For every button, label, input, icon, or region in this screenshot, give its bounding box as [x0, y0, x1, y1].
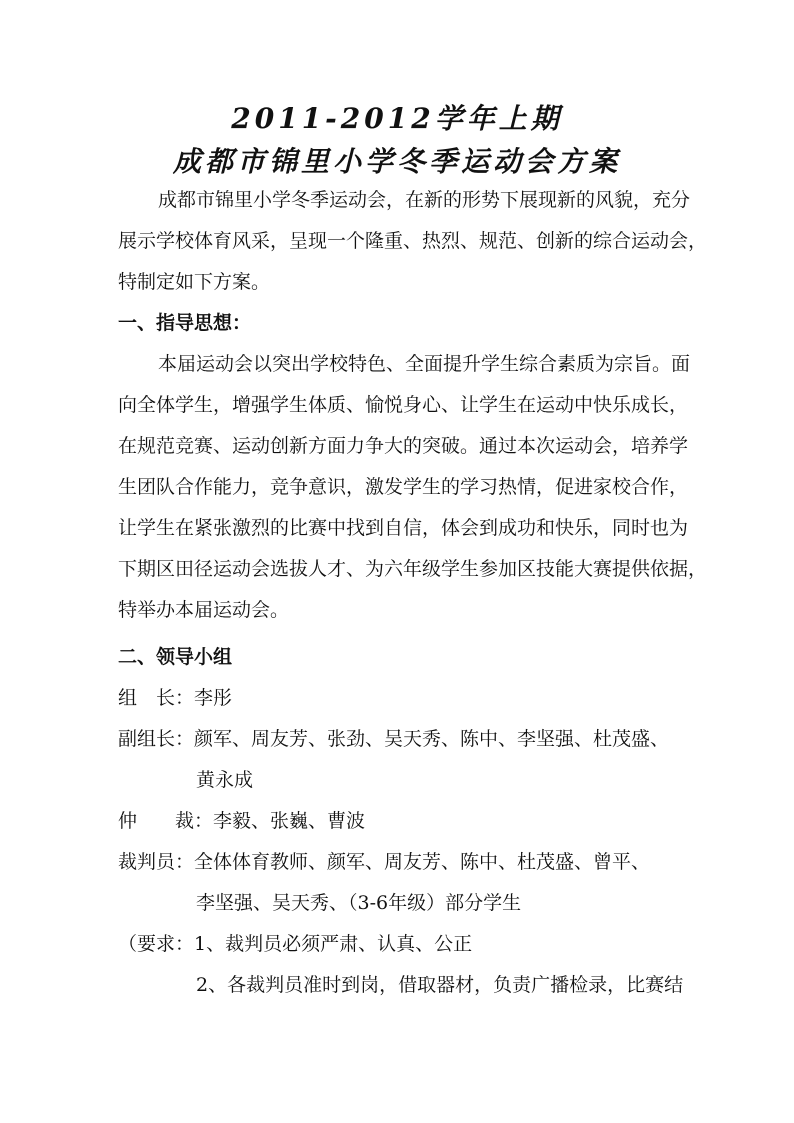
section-heading-leadership: 二、领导小组	[118, 646, 233, 668]
section1-line-2: 向全体学生，增强学生体质、愉悦身心、让学生在运动中快乐成长，	[118, 394, 689, 416]
section1-line-5: 让学生在紧张激烈的比赛中找到自信，体会到成功和快乐，同时也为	[118, 517, 689, 539]
intro-line-3: 特制定如下方案。	[118, 271, 271, 293]
section1-line-3: 在规范竞赛、运动创新方面力争大的突破。通过本次运动会，培养学	[118, 435, 689, 457]
section1-line-1: 本届运动会以突出学校特色、全面提升学生综合素质为宗旨。面	[158, 353, 691, 375]
requirements-line-2: 2、各裁判员准时到岗，借取器材，负责广播检录，比赛结	[196, 974, 684, 996]
requirements-line-1: （要求：1、裁判员必须严肃、认真、公正	[118, 933, 473, 955]
section1-line-4: 生团队合作能力，竞争意识，激发学生的学习热情，促进家校合作，	[118, 476, 689, 498]
vice-leader-line-2: 黄永成	[196, 769, 254, 791]
intro-line-2: 展示学校体育风采，呈现一个隆重、热烈、规范、创新的综合运动会，	[118, 230, 708, 252]
section1-line-6: 下期区田径运动会选拔人才、为六年级学生参加区技能大赛提供依据，	[118, 558, 708, 580]
referee-line-2: 李坚强、吴天秀、（3-6年级）部分学生	[196, 892, 522, 914]
referee-line-1: 裁判员：全体体育教师、颜军、周友芳、陈中、杜茂盛、曾平、	[118, 851, 651, 873]
vice-leader-line-1: 副组长：颜军、周友芳、张劲、吴天秀、陈中、李坚强、杜茂盛、	[118, 728, 670, 750]
arbiter-line: 仲 裁：李毅、张巍、曹波	[118, 810, 366, 832]
section1-line-7: 特举办本届运动会。	[118, 599, 290, 621]
intro-line-1: 成都市锦里小学冬季运动会，在新的形势下展现新的风貌，充分	[158, 189, 691, 211]
leader-line: 组 长：李彤	[118, 687, 233, 709]
document-title-year: 2011-2012学年上期	[231, 102, 563, 135]
document-title-main: 成都市锦里小学冬季运动会方案	[172, 145, 621, 178]
section-heading-guiding-ideology: 一、指导思想：	[118, 312, 252, 334]
